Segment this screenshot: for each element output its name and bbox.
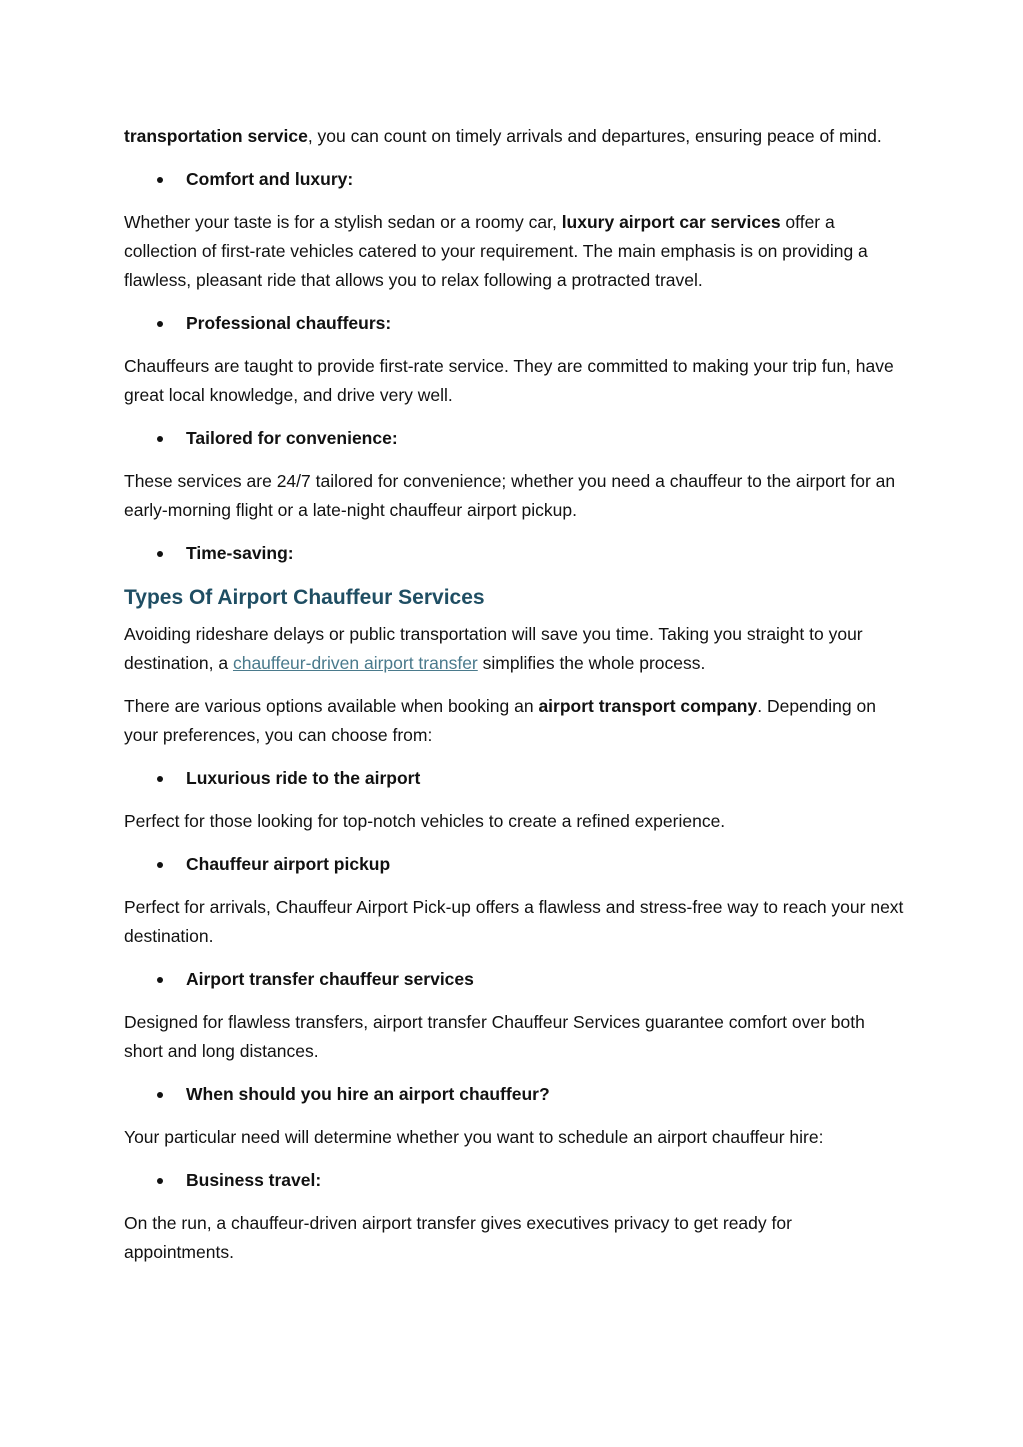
- bullet-business-label: Business travel:: [186, 1170, 322, 1190]
- types-p2-before: There are various options available when booking an: [124, 696, 539, 716]
- bullet-dot: [157, 862, 163, 868]
- transfer-paragraph: Designed for flawless transfers, airport transfer Chauffeur Services guarantee comfort over both short and long distances.: [124, 1012, 865, 1061]
- pickup-paragraph: Perfect for arrivals, Chauffeur Airport Pick-up offers a flawless and stress-free way to reach your next destination.: [124, 897, 904, 946]
- bullet-luxurious: [124, 764, 904, 793]
- bullet-pickup: [124, 850, 904, 879]
- section-heading-types: Types Of Airport Chauffeur Services: [124, 586, 485, 609]
- bullet-pickup-label: Chauffeur airport pickup: [186, 854, 391, 874]
- bullet-dot: [157, 321, 163, 327]
- luxurious-paragraph: Perfect for those looking for top-notch vehicles to create a refined experience.: [124, 811, 726, 831]
- types-p2-bold: airport transport company: [538, 696, 758, 716]
- bullet-dot: [157, 1178, 163, 1184]
- comfort-bold: luxury airport car services: [561, 212, 781, 232]
- bullet-timesaving-label: Time-saving:: [186, 543, 294, 563]
- bullet-luxurious-label: Luxurious ride to the airport: [186, 768, 421, 788]
- comfort-text-after: offer a collection of first-rate vehicles catered to your requirement. The main emphasis is on providing a flawless, pleasant ride that allows you to relax following a protracted travel.: [124, 212, 868, 290]
- comfort-paragraph: [124, 208, 904, 295]
- types-paragraph-1: [124, 620, 904, 678]
- types-p1-before: Avoiding rideshare delays or public transportation will save you time. Taking you straight to your destination, a: [124, 624, 863, 673]
- when-paragraph: Your particular need will determine whether you want to schedule an airport chauffeur hire:: [124, 1127, 824, 1147]
- document-page: [124, 122, 904, 1281]
- chauffeurs-paragraph: Chauffeurs are taught to provide first-rate service. They are committed to making your trip fun, have great local knowledge, and drive very well.: [124, 356, 894, 405]
- business-paragraph: On the run, a chauffeur-driven airport transfer gives executives privacy to get ready for appointments.: [124, 1213, 792, 1262]
- bullet-dot: [157, 977, 163, 983]
- intro-bold: transportation service: [124, 126, 308, 146]
- bullet-dot: [157, 1092, 163, 1098]
- chauffeur-driven-transfer-link[interactable]: chauffeur-driven airport transfer: [232, 653, 478, 673]
- bullet-dot: [157, 177, 163, 183]
- bullet-transfer-label: Airport transfer chauffeur services: [186, 969, 474, 989]
- bullet-timesaving: [124, 539, 904, 568]
- intro-paragraph: [124, 122, 904, 151]
- bullet-transfer: [124, 965, 904, 994]
- bullet-comfort-label: Comfort and luxury:: [186, 169, 354, 189]
- bullet-chauffeurs-label: Professional chauffeurs:: [186, 313, 392, 333]
- bullet-dot: [157, 436, 163, 442]
- bullet-when: [124, 1080, 904, 1109]
- bullet-chauffeurs: [124, 309, 904, 338]
- convenience-paragraph: These services are 24/7 tailored for convenience; whether you need a chauffeur to the airport for an early-morning flight or a late-night chauffeur airport pickup.: [124, 471, 896, 520]
- bullet-when-label: When should you hire an airport chauffeur?: [186, 1084, 550, 1104]
- bullet-business: [124, 1166, 904, 1195]
- types-paragraph-2: [124, 692, 904, 750]
- bullet-comfort: [124, 165, 904, 194]
- types-p1-after: simplifies the whole process.: [477, 653, 706, 673]
- bullet-dot: [157, 776, 163, 782]
- comfort-text-before: Whether your taste is for a stylish sedan or a roomy car,: [124, 212, 562, 232]
- bullet-convenience-label: Tailored for convenience:: [186, 428, 398, 448]
- types-p2-after: . Depending on your preferences, you can choose from:: [124, 696, 876, 745]
- intro-text: , you can count on timely arrivals and departures, ensuring peace of mind.: [307, 126, 882, 146]
- bullet-convenience: [124, 424, 904, 453]
- bullet-dot: [157, 551, 163, 557]
